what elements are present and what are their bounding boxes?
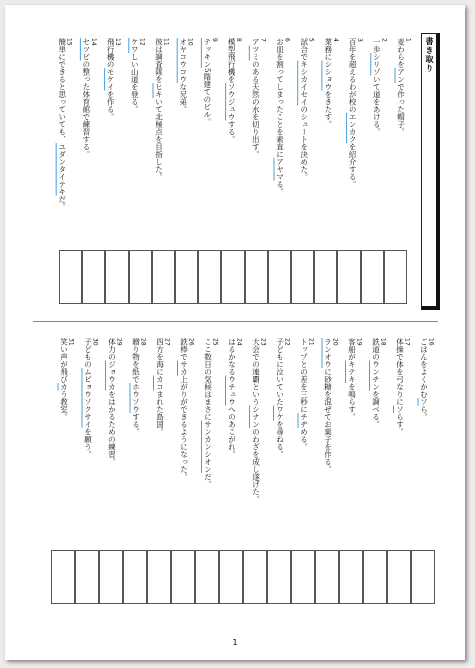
question-number: 8 xyxy=(235,38,243,42)
answer-box[interactable] xyxy=(129,250,152,304)
question-text: 簡単にできると思っていても、 xyxy=(57,38,67,143)
target-reading: ヒキ xyxy=(154,83,164,98)
question-text: 試合で xyxy=(299,38,309,61)
question-text: する。 xyxy=(131,413,141,436)
target-reading: テッキン xyxy=(202,38,212,68)
question-4 xyxy=(324,38,338,128)
question-text: 一歩 xyxy=(372,38,382,53)
answer-box[interactable] xyxy=(219,550,243,604)
answer-box[interactable] xyxy=(361,250,384,304)
question-number: 27 xyxy=(163,338,171,346)
answer-box[interactable] xyxy=(82,250,105,304)
target-reading: ワケ xyxy=(275,405,285,421)
question-27 xyxy=(156,338,170,436)
question-text: だ。 xyxy=(57,195,67,211)
question-3 xyxy=(349,38,363,188)
target-reading: シナン xyxy=(251,405,261,428)
question-text: の整った体育館で練習する。 xyxy=(81,60,91,158)
answer-box[interactable] xyxy=(291,250,314,304)
answer-box[interactable] xyxy=(99,550,123,604)
question-17 xyxy=(396,338,410,436)
question-10 xyxy=(179,38,193,113)
answer-box[interactable] xyxy=(171,550,195,604)
question-24 xyxy=(228,338,242,458)
question-text: 百年を超えるわが校の xyxy=(348,38,358,113)
page-title: 書き取り xyxy=(425,37,435,73)
question-text: 四方を海に xyxy=(155,338,165,376)
question-text: 5階建てのビル。 xyxy=(202,68,212,126)
question-text: ごはんをよくかむ xyxy=(419,338,429,398)
answer-box[interactable] xyxy=(195,550,219,604)
question-text: 大会での連覇という xyxy=(251,338,261,406)
question-number: 3 xyxy=(356,38,364,42)
question-number: 18 xyxy=(379,338,387,346)
question-text: 鉄棒で xyxy=(179,338,189,361)
question-text: 客船が xyxy=(347,338,357,361)
target-reading: アヤマ xyxy=(275,158,285,181)
answer-box[interactable] xyxy=(268,250,291,304)
target-reading: シショウ xyxy=(323,60,333,91)
question-number: 1 xyxy=(404,38,412,42)
question-11 xyxy=(155,38,169,181)
question-9 xyxy=(203,38,217,125)
question-6 xyxy=(276,38,290,196)
question-text: ら。 xyxy=(419,405,429,421)
title-box xyxy=(421,33,440,310)
question-number: 21 xyxy=(307,338,315,346)
question-text: める。 xyxy=(299,428,309,451)
question-text: を願う。 xyxy=(83,428,93,458)
question-text: 麦わらを xyxy=(396,38,406,68)
target-reading: オヤコウコウ xyxy=(178,38,188,83)
question-text: 子どもに泣いていた xyxy=(275,338,285,406)
answer-box[interactable] xyxy=(387,550,411,604)
question-number: 30 xyxy=(91,338,99,346)
question-text: しい山道を登る。 xyxy=(130,53,140,113)
question-30 xyxy=(84,338,98,458)
answer-box[interactable] xyxy=(411,550,435,604)
target-reading: ケワ xyxy=(130,38,140,53)
question-text: ここ数日の気候はまさに xyxy=(203,338,213,421)
question-28 xyxy=(132,338,146,436)
question-text: 子どもの xyxy=(83,338,93,368)
question-number: 25 xyxy=(211,338,219,346)
question-text: う教室。 xyxy=(59,390,69,421)
target-reading: カコ xyxy=(155,375,165,391)
question-number: 29 xyxy=(115,338,123,346)
question-text: 鉄道の xyxy=(371,338,381,361)
target-reading: シリゾ xyxy=(372,53,382,76)
question-7 xyxy=(252,38,266,158)
question-number: 24 xyxy=(235,338,243,346)
target-reading: キシカイセイ xyxy=(299,60,309,106)
target-reading: ジョウカ xyxy=(107,360,117,391)
question-text: 模型飛行機を xyxy=(227,38,237,83)
answer-box[interactable] xyxy=(314,250,337,304)
question-text: を鳴らす。 xyxy=(347,383,357,421)
question-number: 13 xyxy=(114,38,122,46)
target-reading: ホウソウ xyxy=(131,383,141,413)
question-text: に砂糖を混ぜてお菓子を作る。 xyxy=(323,368,333,473)
question-text: へのあこがれ。 xyxy=(227,405,237,458)
question-text: で作った帽子。 xyxy=(396,83,406,136)
section-divider xyxy=(33,321,438,322)
answer-box[interactable] xyxy=(198,250,221,304)
question-number: 6 xyxy=(283,38,291,42)
target-reading: ウンチン xyxy=(371,360,381,391)
answer-box[interactable] xyxy=(337,250,360,304)
question-text: る。 xyxy=(275,180,285,196)
question-2 xyxy=(373,38,387,136)
question-number: 22 xyxy=(283,338,291,346)
target-reading: ソウジュウ xyxy=(227,83,237,121)
target-reading: ツミ xyxy=(251,45,261,61)
answer-box[interactable] xyxy=(339,550,363,604)
answer-box[interactable] xyxy=(147,550,171,604)
question-number: 14 xyxy=(89,38,97,46)
target-reading: ソ xyxy=(419,398,429,406)
question-5 xyxy=(300,38,314,181)
question-31 xyxy=(60,338,74,421)
target-reading: モケイ xyxy=(106,68,116,91)
question-12 xyxy=(131,38,145,113)
answer-box[interactable] xyxy=(243,550,267,604)
question-16 xyxy=(420,338,434,421)
question-number: 11 xyxy=(162,38,170,46)
question-14 xyxy=(82,38,96,158)
question-text: 業務に xyxy=(323,38,333,61)
question-text: お皿を割ってしまったことを素直に xyxy=(275,38,285,158)
answer-box[interactable] xyxy=(175,250,198,304)
question-13 xyxy=(107,38,121,121)
question-text: まれた島国。 xyxy=(155,390,165,436)
question-text: いて道をあける。 xyxy=(372,75,382,136)
question-text: 上がりができるようになった。 xyxy=(179,375,189,481)
question-number: 23 xyxy=(259,338,267,346)
question-number: 20 xyxy=(331,338,339,346)
target-reading: サンカンシオン xyxy=(203,420,213,473)
question-26 xyxy=(180,338,194,481)
question-18 xyxy=(372,338,386,428)
answer-box[interactable] xyxy=(75,550,99,604)
answer-box[interactable] xyxy=(221,250,244,304)
question-text: する。 xyxy=(227,120,237,143)
question-number: 17 xyxy=(403,338,411,346)
question-number: 16 xyxy=(427,338,435,346)
target-reading: ソ xyxy=(395,405,405,413)
page-number: 1 xyxy=(232,638,238,647)
question-number: 15 xyxy=(65,38,73,46)
target-reading: カ xyxy=(59,383,69,391)
question-text: ア xyxy=(251,38,261,46)
answer-box[interactable] xyxy=(51,550,75,604)
target-reading: ウチュウ xyxy=(227,375,237,406)
question-text: 体操で体を弓なりに xyxy=(395,338,405,406)
answer-box[interactable] xyxy=(59,250,82,304)
question-21 xyxy=(300,338,314,451)
question-text: を紹介する。 xyxy=(348,143,358,188)
question-number: 2 xyxy=(380,38,388,42)
question-number: 31 xyxy=(67,338,75,346)
question-text: のシュートを決めた。 xyxy=(299,105,309,181)
question-text: 飛行機の xyxy=(106,38,116,68)
question-number: 19 xyxy=(355,338,363,346)
answer-box[interactable] xyxy=(267,550,291,604)
question-text: いて北極点を目指した。 xyxy=(154,98,164,181)
target-reading: エンカク xyxy=(348,113,358,143)
answer-box[interactable] xyxy=(152,250,175,304)
question-text: な兄弟。 xyxy=(178,83,188,113)
question-19 xyxy=(348,338,362,421)
answer-box[interactable] xyxy=(384,250,407,304)
target-reading: セツビ xyxy=(81,38,91,61)
question-text: だ。 xyxy=(203,473,213,488)
question-23 xyxy=(252,338,266,503)
question-number: 28 xyxy=(139,338,147,346)
answer-box[interactable] xyxy=(123,550,147,604)
question-15 xyxy=(58,38,72,211)
question-text: をきたす。 xyxy=(323,90,333,128)
target-reading: ランオウ xyxy=(323,338,333,368)
question-text: のわざを成し遂げた。 xyxy=(251,428,261,503)
question-text: を調べる。 xyxy=(371,390,381,428)
question-number: 26 xyxy=(187,338,195,346)
question-1 xyxy=(397,38,411,136)
question-29 xyxy=(108,338,122,466)
answer-box[interactable] xyxy=(291,550,315,604)
question-number: 7 xyxy=(259,38,267,42)
target-reading: ムビョウソクサイ xyxy=(83,368,93,428)
target-reading: サカ xyxy=(179,360,189,376)
question-text: トップとの差を三秒に xyxy=(299,338,309,413)
question-8 xyxy=(228,38,242,143)
question-25 xyxy=(204,338,218,488)
question-text: 体力の xyxy=(107,338,117,361)
answer-box[interactable] xyxy=(245,250,268,304)
question-text: はるかなる xyxy=(227,338,237,376)
question-number: 4 xyxy=(331,38,339,42)
question-number: 10 xyxy=(186,38,194,46)
document-page xyxy=(5,5,465,660)
target-reading: チヂ xyxy=(299,413,309,428)
question-text: を作る。 xyxy=(106,90,116,121)
question-text: をはかるための練習。 xyxy=(107,390,117,466)
question-text: 贈り物を紙で xyxy=(131,338,141,383)
target-reading: ユダンタイテキ xyxy=(57,143,67,196)
answer-box[interactable] xyxy=(105,250,128,304)
question-20 xyxy=(324,338,338,473)
question-number: 12 xyxy=(138,38,146,46)
question-text: 彼は調査隊を xyxy=(154,38,164,83)
answer-box[interactable] xyxy=(315,550,339,604)
question-text: らす。 xyxy=(395,413,405,436)
target-reading: アン xyxy=(396,68,406,83)
question-text: を尋ねる。 xyxy=(275,420,285,458)
question-number: 9 xyxy=(210,38,218,42)
question-number: 5 xyxy=(307,38,315,42)
question-text: のある天然の水を切り出す。 xyxy=(251,60,261,158)
target-reading: キテキ xyxy=(347,360,357,383)
question-22 xyxy=(276,338,290,458)
answer-box[interactable] xyxy=(363,550,387,604)
question-text: 笑い声が飛び xyxy=(59,338,69,383)
